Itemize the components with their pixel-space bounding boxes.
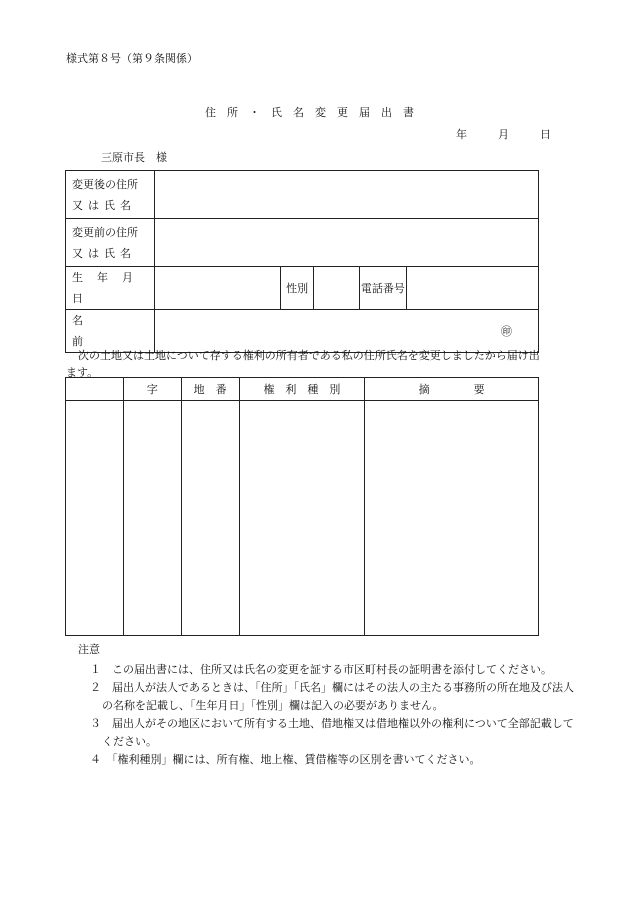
date-line: [456, 126, 551, 142]
land-header-right-type: 権 利 種 別: [239, 378, 365, 401]
notes-heading: 注意: [78, 643, 100, 656]
land-cell-aza[interactable]: [123, 401, 181, 636]
addressee: 三原市長 様: [101, 151, 167, 164]
field-phone[interactable]: [407, 267, 539, 310]
land-cell-blank[interactable]: [66, 401, 124, 636]
statement-text: 次の土地又は土地について存する権利の所有者である私の住所氏名を変更しましたから届け出ます。: [66, 349, 540, 379]
land-cell-remarks[interactable]: [365, 401, 539, 636]
land-table-body-row: [66, 401, 539, 636]
date-month-label: 月: [498, 128, 509, 141]
date-day-label: 日: [540, 128, 551, 141]
field-gender[interactable]: [314, 267, 359, 310]
label-before-line1: 変更前の住所: [72, 225, 138, 239]
land-header-remarks: 摘 要: [365, 378, 539, 401]
land-table-header: [66, 378, 539, 401]
label-birthdate: 生年月日: [66, 267, 155, 310]
label-after-line2: 又は氏名: [72, 198, 136, 212]
label-name: 名 前: [66, 310, 155, 353]
land-header-aza: 字: [123, 378, 181, 401]
field-address-after[interactable]: [154, 171, 538, 219]
land-header-lot-number: 地 番: [181, 378, 239, 401]
date-year-label: 年: [456, 128, 467, 141]
land-header-blank: [66, 378, 124, 401]
land-cell-right-type[interactable]: [239, 401, 365, 636]
label-before: [66, 219, 155, 267]
label-after: [66, 171, 155, 219]
notes-section: [66, 641, 576, 769]
applicant-table: [65, 170, 539, 353]
row-birth-gender-phone: [66, 267, 539, 310]
label-after-line1: 変更後の住所: [72, 177, 138, 191]
document-title: 住所・氏名変更届出書: [205, 106, 425, 119]
land-cell-lot-number[interactable]: [181, 401, 239, 636]
row-address-before: [66, 219, 539, 267]
seal-mark-icon: ㊞: [501, 325, 512, 338]
field-address-before[interactable]: [154, 219, 538, 267]
note-item-2: ２ 届出人が法人であるときは、「住所」「氏名」欄にはその法人の主たる事務所の所在地及び法人の名称を記載し、「生年月日」「性別」欄は記入の必要がありません。: [90, 681, 574, 712]
label-gender: 性別: [280, 267, 314, 310]
land-table: [65, 377, 539, 636]
form-number: 様式第８号（第９条関係）: [66, 52, 198, 65]
label-phone: 電話番号: [359, 267, 406, 310]
field-birthdate[interactable]: [154, 267, 280, 310]
label-before-line2: 又は氏名: [72, 246, 136, 260]
row-address-after: [66, 171, 539, 219]
note-item-3: ３ 届出人がその地区において所有する土地、借地権又は借地権以外の権利について全部記載してください。: [90, 717, 574, 748]
note-item-4: ４ 「権利種別」欄には、所有権、地上権、賃借権等の区別を書いてください。: [90, 753, 481, 766]
note-item-1: １ この届出書には、住所又は氏名の変更を証する市区町村長の証明書を添付してください。: [90, 663, 552, 676]
